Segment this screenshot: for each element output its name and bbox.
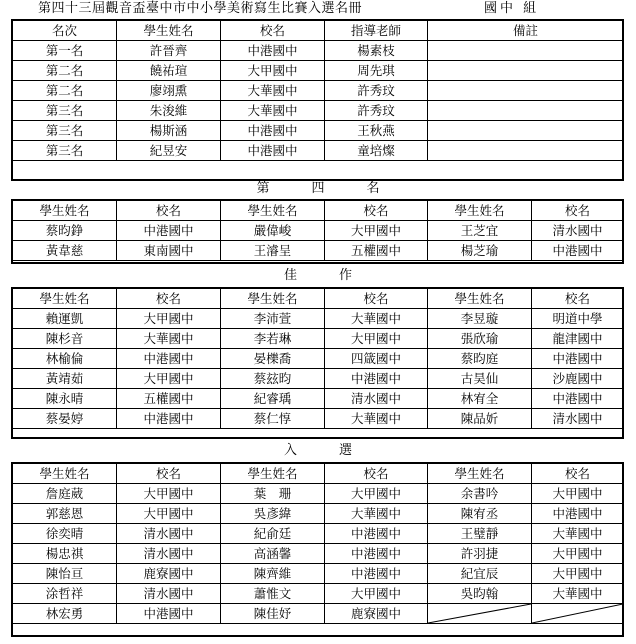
school-cell: 大華國中 [221,81,325,101]
column-header: 校名 [532,464,624,484]
student-name-cell: 李沛萱 [221,309,325,329]
table-header-row [13,201,624,221]
student-name-cell: 徐奕晴 [13,524,117,544]
teacher-cell: 周先琪 [325,61,428,81]
student-name-cell: 余書吟 [428,484,532,504]
table-header-row [13,289,624,309]
student-name-cell: 林宏勇 [13,604,117,624]
remark-cell [428,121,624,141]
student-name-cell: 蔡仁惇 [221,409,325,429]
fourth-place-table [12,200,624,261]
school-cell: 中港國中 [325,564,428,584]
column-header: 校名 [325,289,428,309]
school-cell: 中港國中 [221,141,325,161]
rank-cell: 第三名 [13,121,117,141]
school-cell: 大華國中 [117,329,221,349]
school-cell: 大甲國中 [117,369,221,389]
table-row [13,389,624,409]
student-name-cell: 李昱璇 [428,309,532,329]
table-row [13,309,624,329]
student-name-cell: 楊斯涵 [117,121,221,141]
table-row [13,369,624,389]
school-cell: 五權國中 [325,241,428,261]
school-cell: 大華國中 [325,409,428,429]
student-name-cell: 高涵馨 [221,544,325,564]
rank-cell: 第二名 [13,81,117,101]
school-cell: 清水國中 [117,544,221,564]
rank-cell: 第三名 [13,101,117,121]
student-name-cell: 嚴偉峻 [221,221,325,241]
school-cell: 大甲國中 [532,484,624,504]
school-cell: 大華國中 [532,584,624,604]
student-name-cell: 紀昱安 [117,141,221,161]
student-name-cell: 紀睿瑀 [221,389,325,409]
student-name-cell: 廖翊熏 [117,81,221,101]
school-cell: 大華國中 [325,504,428,524]
school-cell: 明道中學 [532,309,624,329]
empty-cell [532,604,624,624]
table-row [13,329,624,349]
teacher-cell: 許秀玟 [325,81,428,101]
school-cell: 清水國中 [532,221,624,241]
table-row [13,409,624,429]
column-header: 備註 [428,21,624,41]
table-row [13,61,624,81]
school-cell: 沙鹿國中 [532,369,624,389]
school-cell: 大華國中 [325,309,428,329]
student-name-cell: 陳品妡 [428,409,532,429]
table-row [13,121,624,141]
remark-cell [428,141,624,161]
column-header: 校名 [532,201,624,221]
student-name-cell: 葉 珊 [221,484,325,504]
column-header: 校名 [117,289,221,309]
student-name-cell: 蔡玆昀 [221,369,325,389]
column-header: 指導老師 [325,21,428,41]
strike-line-icon [428,604,531,623]
document-title-bar [0,0,636,17]
school-cell: 清水國中 [117,584,221,604]
remark-cell [428,41,624,61]
table-row [13,241,624,261]
student-name-cell: 王芝宜 [428,221,532,241]
student-name-cell: 蔡晏婷 [13,409,117,429]
merit-table [12,288,624,429]
student-name-cell: 古昊仙 [428,369,532,389]
school-cell: 中港國中 [325,369,428,389]
student-name-cell: 蕭惟文 [221,584,325,604]
student-name-cell: 陳永晴 [13,389,117,409]
section-fourth-label: 第四名 [256,181,422,196]
remark-cell [428,61,624,81]
school-cell: 大甲國中 [532,564,624,584]
student-name-cell: 許晉齊 [117,41,221,61]
document-title: 第四十三屆觀音盃臺中市中小學美術寫生比賽入選名冊 [38,1,363,16]
table-row [13,584,624,604]
column-header: 學生姓名 [13,464,117,484]
school-cell: 大甲國中 [221,61,325,81]
student-name-cell: 林榆倫 [13,349,117,369]
column-header: 學生姓名 [221,289,325,309]
school-cell: 中港國中 [117,604,221,624]
table-row [13,101,624,121]
table-row [13,221,624,241]
column-header: 校名 [221,21,325,41]
table-row [13,81,624,101]
student-name-cell: 蔡昀庭 [428,349,532,369]
school-cell: 中港國中 [532,389,624,409]
student-name-cell: 陳齊維 [221,564,325,584]
column-header: 學生姓名 [221,201,325,221]
rank-cell: 第三名 [13,141,117,161]
student-name-cell: 吳彥緯 [221,504,325,524]
column-header: 校名 [325,464,428,484]
student-name-cell: 晏櫟喬 [221,349,325,369]
student-name-cell: 林宥全 [428,389,532,409]
table-row [13,504,624,524]
school-cell: 大甲國中 [532,544,624,564]
school-cell: 中港國中 [532,349,624,369]
table-header-row [13,464,624,484]
column-header: 學生姓名 [428,201,532,221]
student-name-cell: 王璧靜 [428,524,532,544]
table-row [13,544,624,564]
school-cell: 中港國中 [117,221,221,241]
table-row [13,141,624,161]
strike-line-icon [532,604,623,623]
rank-cell: 第一名 [13,41,117,61]
table-row [13,484,624,504]
division-label: 國中 組 [484,1,540,16]
school-cell: 東南國中 [117,241,221,261]
student-name-cell: 張欣瑜 [428,329,532,349]
student-name-cell: 饒祐瑄 [117,61,221,81]
teacher-cell: 王秋燕 [325,121,428,141]
empty-cell [428,604,532,624]
student-name-cell: 楊忠祺 [13,544,117,564]
student-name-cell: 陳宥丞 [428,504,532,524]
school-cell: 四箴國中 [325,349,428,369]
student-name-cell: 紀宜辰 [428,564,532,584]
school-cell: 中港國中 [532,504,624,524]
teacher-cell: 許秀玟 [325,101,428,121]
teacher-cell: 童培燦 [325,141,428,161]
rank-cell: 第二名 [13,61,117,81]
school-cell: 清水國中 [532,409,624,429]
student-name-cell: 許羽捷 [428,544,532,564]
school-cell: 五權國中 [117,389,221,409]
student-name-cell: 陳怡亘 [13,564,117,584]
school-cell: 中港國中 [117,409,221,429]
student-name-cell: 吳昀翰 [428,584,532,604]
column-header: 學生姓名 [428,464,532,484]
column-header: 校名 [325,201,428,221]
remark-cell [428,81,624,101]
column-header: 名次 [13,21,117,41]
table-row [13,604,624,624]
student-name-cell: 朱浚維 [117,101,221,121]
table-header-row [13,21,624,41]
school-cell: 中港國中 [325,544,428,564]
school-cell: 中港國中 [221,41,325,61]
student-name-cell: 郭慈恩 [13,504,117,524]
student-name-cell: 紀俞廷 [221,524,325,544]
school-cell: 中港國中 [532,241,624,261]
school-cell: 大甲國中 [325,584,428,604]
student-name-cell: 賴運凱 [13,309,117,329]
school-cell: 鹿寮國中 [117,564,221,584]
school-cell: 清水國中 [325,389,428,409]
student-name-cell: 蔡昀錚 [13,221,117,241]
teacher-cell: 楊素枝 [325,41,428,61]
school-cell: 中港國中 [325,524,428,544]
section-merit-label: 佳作 [283,268,394,283]
student-name-cell: 陳杉音 [13,329,117,349]
school-cell: 龍津國中 [532,329,624,349]
selected-table [12,463,624,624]
student-name-cell: 王濬呈 [221,241,325,261]
table-row [13,524,624,544]
column-header: 學生姓名 [221,464,325,484]
column-header: 校名 [117,464,221,484]
remark-cell [428,101,624,121]
column-header: 學生姓名 [117,21,221,41]
column-header: 學生姓名 [13,289,117,309]
column-header: 學生姓名 [13,201,117,221]
table-row [13,41,624,61]
school-cell: 大華國中 [221,101,325,121]
column-header: 學生姓名 [428,289,532,309]
top-awards-table [12,20,624,161]
school-cell: 中港國中 [117,349,221,369]
column-header: 校名 [117,201,221,221]
student-name-cell: 李若琳 [221,329,325,349]
table-row [13,349,624,369]
school-cell: 大甲國中 [325,221,428,241]
student-name-cell: 楊芝瑜 [428,241,532,261]
section-selected-label: 入選 [283,443,394,458]
school-cell: 大甲國中 [325,484,428,504]
school-cell: 中港國中 [221,121,325,141]
school-cell: 清水國中 [117,524,221,544]
student-name-cell: 詹庭葳 [13,484,117,504]
school-cell: 大甲國中 [117,504,221,524]
student-name-cell: 黃靖茹 [13,369,117,389]
school-cell: 鹿寮國中 [325,604,428,624]
student-name-cell: 涂哲祥 [13,584,117,604]
school-cell: 大甲國中 [117,484,221,504]
student-name-cell: 黃韋慈 [13,241,117,261]
column-header: 校名 [532,289,624,309]
table-row [13,564,624,584]
school-cell: 大甲國中 [325,329,428,349]
student-name-cell: 陳佳妤 [221,604,325,624]
school-cell: 大華國中 [532,524,624,544]
school-cell: 大甲國中 [117,309,221,329]
